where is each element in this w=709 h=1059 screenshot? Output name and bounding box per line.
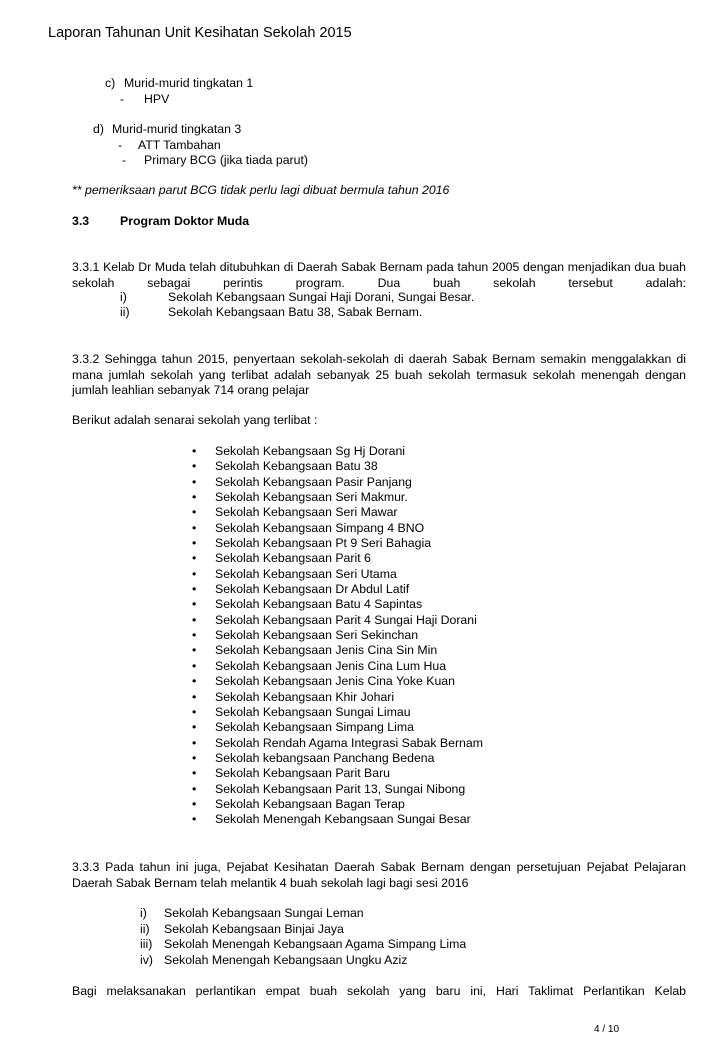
roman-numeral: iv): [140, 952, 153, 967]
school-name: Sekolah Menengah Kebangsaan Sungai Besar: [215, 812, 471, 827]
school-name: Sekolah Kebangsaan Parit 4 Sungai Haji Dorani: [215, 612, 477, 627]
school-name: Sekolah Kebangsaan Pt 9 Seri Bahagia: [215, 536, 432, 551]
list-item: [192, 628, 483, 643]
school-name: Sekolah Kebangsaan Simpang 4 BNO: [215, 520, 425, 535]
bullet-icon: •: [192, 766, 197, 781]
closing-paragraph: Bagi melaksanakan perlantikan empat buah sekolah yang baru ini, Hari Taklimat Perlantikan Kelab: [72, 984, 686, 998]
school-name: Sekolah Kebangsaan Parit Baru: [215, 766, 391, 781]
bullet-icon: •: [192, 474, 197, 489]
list-item: [192, 505, 483, 520]
p331-item-text: Sekolah Kebangsaan Sungai Haji Dorani, Sungai Besar.: [168, 290, 475, 304]
list-item: [192, 659, 483, 674]
dash-marker: -: [120, 92, 125, 106]
school-list: [192, 444, 483, 828]
p331-item-num: ii): [120, 305, 130, 319]
dash-marker: -: [118, 138, 123, 152]
item-d-sub-att: ATT Tambahan: [138, 138, 221, 152]
bullet-icon: •: [192, 735, 197, 750]
bullet-icon: •: [192, 597, 197, 612]
list-item: [192, 551, 483, 566]
bullet-icon: •: [192, 628, 197, 643]
bullet-icon: •: [192, 536, 197, 551]
roman-numeral: iii): [140, 937, 153, 951]
bullet-icon: •: [192, 520, 197, 535]
list-item: [192, 782, 483, 797]
bcg-note: ** pemeriksaan parut BCG tidak perlu lagi dibuat bermula tahun 2016: [72, 183, 450, 197]
list-item: [140, 953, 466, 969]
school-name: Sekolah Kebangsaan Jenis Cina Lum Hua: [215, 658, 447, 673]
bullet-icon: •: [192, 459, 197, 474]
item-c-sub-hpv: HPV: [144, 92, 170, 106]
list-item: [192, 459, 483, 474]
item-d-sub-bcg: Primary BCG (jika tiada parut): [144, 153, 309, 167]
item-d-text: Murid-murid tingkatan 3: [112, 122, 242, 136]
bullet-icon: •: [192, 612, 197, 627]
list-item: [140, 906, 466, 922]
list-item: [192, 751, 483, 766]
bullet-icon: •: [192, 812, 197, 827]
school-name: Sekolah Kebangsaan Batu 4 Sapintas: [215, 597, 423, 612]
item-d-label: d): [93, 122, 104, 136]
list-item: [192, 720, 483, 735]
school-name: Sekolah Kebangsaan Parit 13, Sungai Nibong: [215, 781, 466, 796]
bullet-icon: •: [192, 643, 197, 658]
school-name: Sekolah Kebangsaan Parit 6: [215, 551, 371, 566]
item-c-label: c): [105, 76, 116, 90]
school-name: Sekolah Kebangsaan Seri Mawar: [215, 505, 398, 520]
bullet-icon: •: [192, 720, 197, 735]
p331-item-num: i): [120, 290, 127, 304]
paragraph-3-3-2: 3.3.2 Sehingga tahun 2015, penyertaan sekolah-sekolah di daerah Sabak Bernam semakin menggalakkan di mana jumlah sekolah yang terlibat adalah sebanyak 25 buah sekolah termasuk sekolah menengah dengan jumlah leahlian sebanyak 714 orang pelajar: [72, 352, 686, 397]
bullet-icon: •: [192, 444, 197, 458]
section-number: 3.3: [72, 214, 90, 228]
school-name: Sekolah kebangsaan Panchang Bedena: [215, 750, 435, 765]
bullet-icon: •: [192, 505, 197, 520]
school-name: Sekolah Kebangsaan Simpang Lima: [215, 720, 414, 735]
bullet-icon: •: [192, 689, 197, 704]
school-name: Sekolah Kebangsaan Batu 38: [215, 459, 378, 474]
school-name: Sekolah Kebangsaan Sungai Leman: [164, 906, 364, 920]
school-name: Sekolah Kebangsaan Seri Makmur.: [215, 490, 408, 505]
list-item: [192, 613, 483, 628]
roman-numeral: ii): [140, 921, 150, 936]
list-item: [192, 690, 483, 705]
list-item: [192, 597, 483, 612]
school-name: Sekolah Kebangsaan Binjai Jaya: [164, 921, 344, 936]
school-name: Sekolah Kebangsaan Seri Utama: [215, 566, 397, 581]
bullet-icon: •: [192, 796, 197, 811]
new-schools-list: [140, 906, 466, 968]
roman-numeral: i): [140, 906, 147, 920]
list-item: [140, 937, 466, 953]
bullet-icon: •: [192, 781, 197, 796]
list-item: [140, 922, 466, 938]
school-name: Sekolah Kebangsaan Dr Abdul Latif: [215, 582, 410, 597]
bullet-icon: •: [192, 566, 197, 581]
bullet-icon: •: [192, 674, 197, 689]
school-name: Sekolah Menengah Kebangsaan Ungku Aziz: [164, 952, 408, 967]
page-header-title: Laporan Tahunan Unit Kesihatan Sekolah 2015: [48, 25, 352, 41]
school-name: Sekolah Kebangsaan Pasir Panjang: [215, 474, 412, 489]
bullet-icon: •: [192, 704, 197, 719]
list-item: [192, 643, 483, 658]
list-item: [192, 490, 483, 505]
section-title: Program Doktor Muda: [120, 214, 250, 228]
school-name: Sekolah Rendah Agama Integrasi Sabak Bernam: [215, 735, 483, 750]
school-name: Sekolah Kebangsaan Bagan Terap: [215, 796, 405, 811]
page-number: 4 / 10: [594, 1024, 620, 1035]
bullet-icon: •: [192, 551, 197, 566]
p331-item-text: Sekolah Kebangsaan Batu 38, Sabak Bernam.: [168, 305, 423, 319]
list-item: [192, 674, 483, 689]
list-item: [192, 536, 483, 551]
list-item: [192, 812, 483, 827]
school-name: Sekolah Menengah Kebangsaan Agama Simpang Lima: [164, 937, 467, 951]
bullet-icon: •: [192, 490, 197, 505]
school-name: Sekolah Kebangsaan Seri Sekinchan: [215, 628, 419, 643]
paragraph-3-3-1: 3.3.1 Kelab Dr Muda telah ditubuhkan di Daerah Sabak Bernam pada tahun 2005 dengan menjadikan dua buah sekolah sebagai perintis program. Dua buah sekolah tersebut adalah:: [72, 260, 686, 290]
list-item: [192, 475, 483, 490]
list-item: [192, 582, 483, 597]
bullet-icon: •: [192, 750, 197, 765]
list-item: [192, 444, 483, 459]
school-name: Sekolah Kebangsaan Sg Hj Dorani: [215, 444, 406, 458]
list-item: [192, 766, 483, 781]
paragraph-3-3-3: 3.3.3 Pada tahun ini juga, Pejabat Kesihatan Daerah Sabak Bernam dengan persetujuan Pejabat Pelajaran Daerah Sabak Bernam telah melantik 4 buah sekolah lagi bagi sesi 2016: [72, 860, 686, 890]
list-item: [192, 521, 483, 536]
school-list-intro: Berikut adalah senarai sekolah yang terlibat :: [72, 413, 318, 427]
school-name: Sekolah Kebangsaan Jenis Cina Sin Min: [215, 643, 438, 658]
list-item: [192, 567, 483, 582]
item-c-text: Murid-murid tingkatan 1: [124, 76, 254, 90]
list-item: [192, 797, 483, 812]
school-name: Sekolah Kebangsaan Khir Johari: [215, 689, 395, 704]
dash-marker: -: [122, 153, 127, 167]
school-name: Sekolah Kebangsaan Jenis Cina Yoke Kuan: [215, 674, 455, 689]
bullet-icon: •: [192, 658, 197, 673]
bullet-icon: •: [192, 582, 197, 597]
school-name: Sekolah Kebangsaan Sungai Limau: [215, 704, 411, 719]
list-item: [192, 705, 483, 720]
list-item: [192, 736, 483, 751]
